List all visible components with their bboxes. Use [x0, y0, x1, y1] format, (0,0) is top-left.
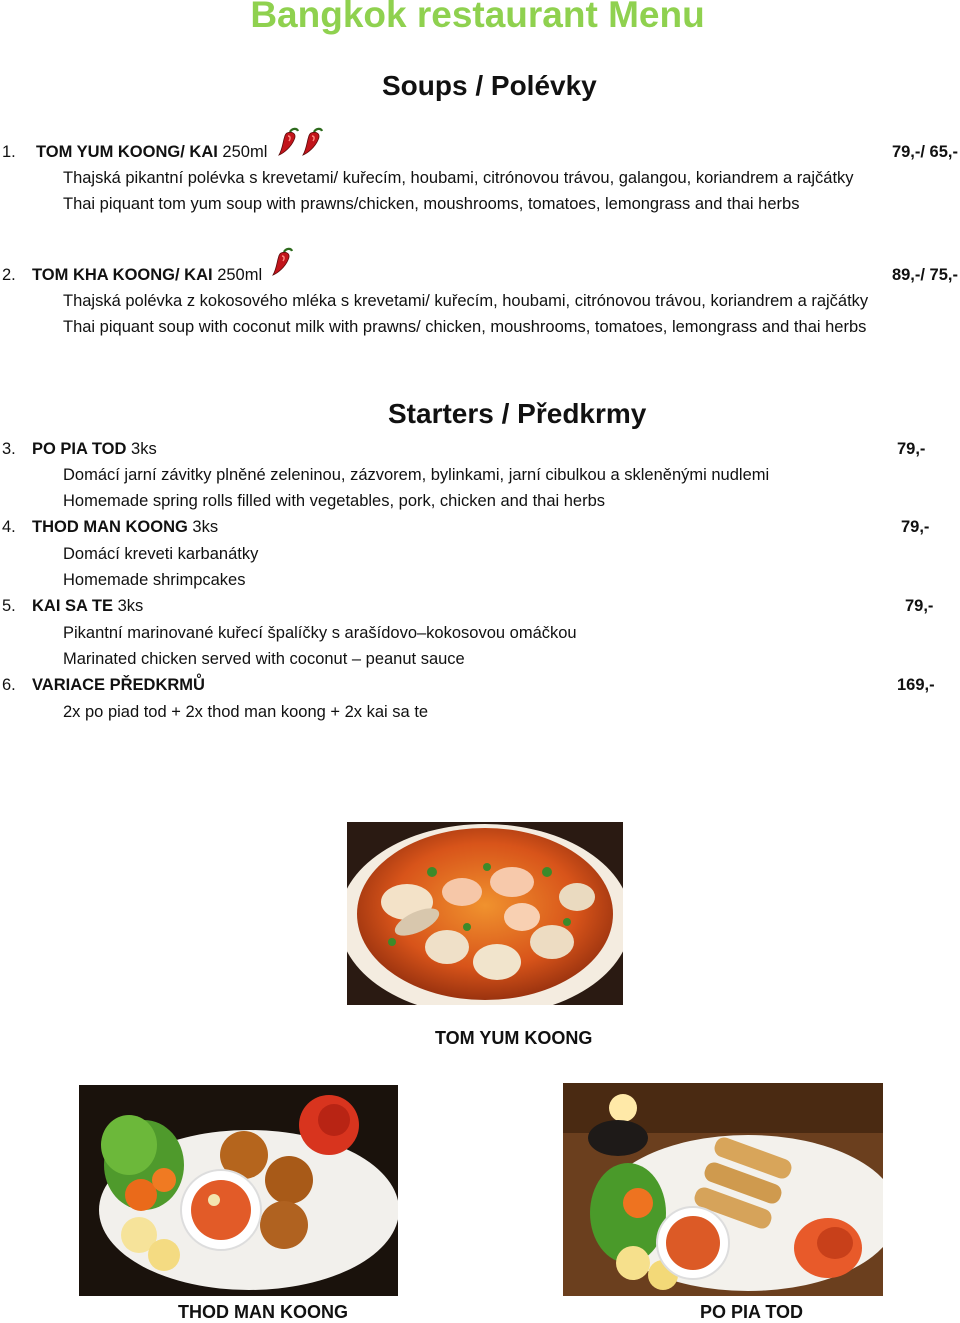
item-desc-en: Thai piquant soup with coconut milk with prawns/ chicken, moushrooms, tomatoes, lemongrass and thai herbs: [63, 318, 867, 336]
starters-heading: Starters / Předkrmy: [388, 398, 647, 429]
item-name: TOM KHA KOONG/ KAI: [32, 266, 213, 284]
item-name: KAI SA TE: [32, 597, 113, 615]
item-number: 1.: [2, 143, 16, 161]
item-price: 79,-: [901, 518, 930, 536]
item-name-line: [32, 596, 143, 616]
soups-heading: Soups / Polévky: [382, 70, 597, 101]
item-desc-cz: Domácí kreveti karbanátky: [63, 545, 259, 563]
item-number: 2.: [2, 266, 16, 284]
item-number: 3.: [2, 440, 16, 458]
item-desc-cz: 2x po piad tod + 2x thod man koong + 2x kai sa te: [63, 703, 429, 721]
item-desc-en: Homemade shrimpcakes: [63, 571, 246, 589]
item-number: 5.: [2, 597, 16, 615]
po-pia-tod-photo: [563, 1083, 883, 1296]
item-desc-en: Thai piquant tom yum soup with prawns/chicken, moushrooms, tomatoes, lemongrass and thai herbs: [63, 195, 800, 213]
item-desc-cz: Pikantní marinované kuřecí špalíčky s arašídovo–kokosovou omáčkou: [63, 624, 577, 642]
thod-man-koong-photo: [79, 1085, 398, 1296]
item-number: 6.: [2, 676, 16, 694]
item-desc-cz: Domácí jarní závitky plněné zeleninou, zázvorem, bylinkami, jarní cibulkou a skleněnými nudlemi: [63, 466, 770, 484]
item-size: 250ml: [222, 143, 268, 161]
item-price: 89,-/ 75,-: [891, 266, 958, 284]
item-name: VARIACE PŘEDKRMŮ: [32, 676, 205, 694]
photo-caption: PO PIA TOD: [700, 1302, 804, 1322]
item-size: 3ks: [192, 518, 219, 536]
chili-pepper-icon: [270, 244, 302, 278]
item-price: 79,-: [905, 597, 934, 615]
chili-pepper-icon: [278, 126, 332, 158]
item-price: 79,-/ 65,-: [891, 143, 958, 161]
photo-caption: TOM YUM KOONG: [435, 1028, 593, 1048]
item-price: 79,-: [897, 440, 926, 458]
item-size: 250ml: [217, 266, 263, 284]
item-name-line: [32, 675, 205, 695]
item-name-line: [32, 439, 157, 459]
item-name-line: [32, 517, 218, 537]
photo-caption: THOD MAN KOONG: [178, 1302, 348, 1322]
item-price: 169,-: [897, 676, 935, 694]
item-desc-en: Marinated chicken served with coconut – peanut sauce: [63, 650, 465, 668]
item-name-line: [36, 142, 267, 162]
item-name: PO PIA TOD: [32, 440, 127, 458]
item-size: 3ks: [117, 597, 144, 615]
item-number: 4.: [2, 518, 16, 536]
item-name: TOM YUM KOONG/ KAI: [36, 143, 218, 161]
item-size: 3ks: [131, 440, 157, 458]
item-desc-cz: Thajská polévka z kokosového mléka s krevetami/ kuřecím, houbami, citrónovou trávou, koriandrem a rajčátky: [63, 292, 869, 310]
tom-yum-koong-photo: [347, 822, 623, 1005]
item-name: THOD MAN KOONG: [32, 518, 188, 536]
menu-title: Bangkok restaurant Menu: [250, 0, 705, 35]
item-desc-cz: Thajská pikantní polévka s krevetami/ kuřecím, houbami, citrónovou trávou, galangou, koriandrem a rajčátky: [63, 169, 854, 187]
item-name-line: [32, 265, 262, 285]
item-desc-en: Homemade spring rolls filled with vegetables, pork, chicken and thai herbs: [63, 492, 606, 510]
